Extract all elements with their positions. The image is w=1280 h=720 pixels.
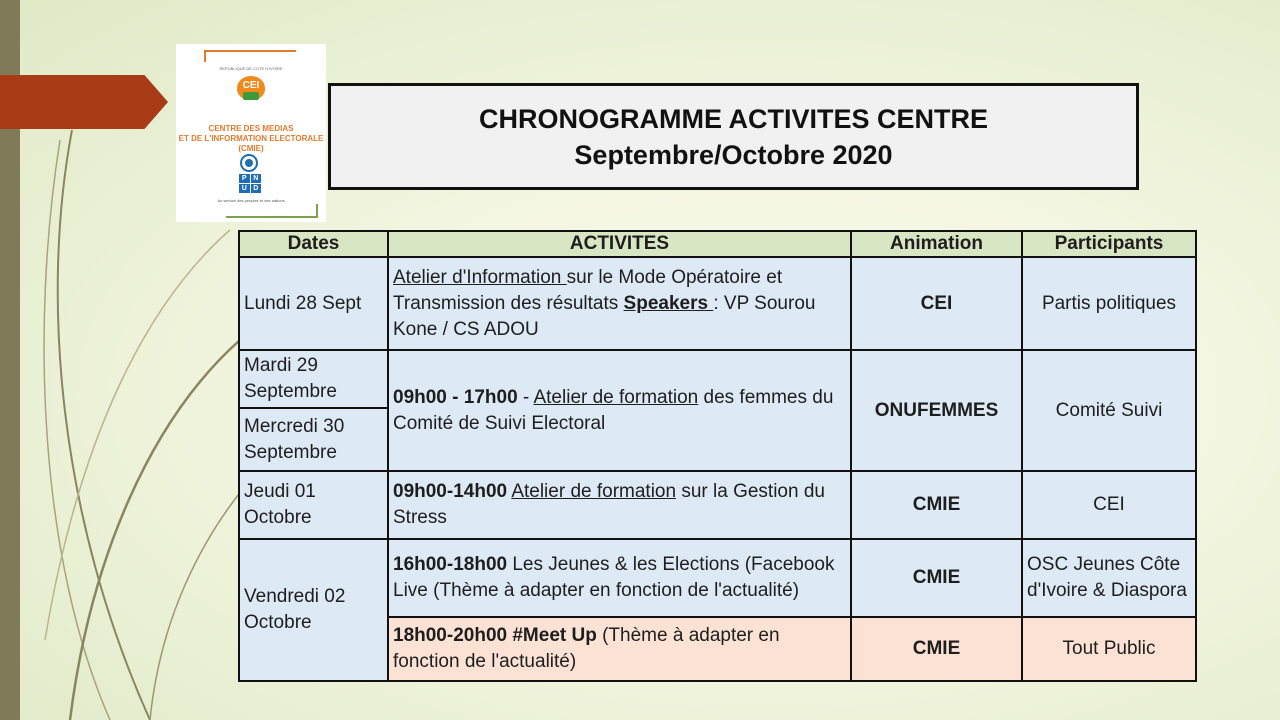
- logo-top-text: REPUBLIQUE DE COTE D'IVOIRE: [219, 66, 283, 71]
- activity-cell: [388, 257, 851, 350]
- activity-cell: [388, 350, 851, 471]
- date-cell: Mercredi 30 Septembre: [239, 408, 388, 471]
- activity-time: 16h00-18h00: [393, 554, 508, 575]
- activity-underlined: Atelier de formation: [533, 386, 699, 408]
- participants-cell: CEI: [1022, 471, 1196, 539]
- activity-cell: [388, 539, 851, 617]
- activity-time: 09h00-14h00: [393, 481, 508, 502]
- cei-emblem-icon: [233, 74, 269, 106]
- pnud-letter: U: [239, 184, 250, 193]
- activity-underlined: Atelier de formation: [511, 481, 677, 502]
- activity-text: sur le Mode Opératoire et Transmission des résultats: [393, 266, 783, 314]
- activity-text: Les Jeunes & les Elections (Facebook Live (Thème à adapter en fonction de l'actualité): [393, 554, 835, 601]
- cmie-logo: [176, 44, 326, 222]
- org-line-2: ET DE L'INFORMATION ELECTORALE: [178, 134, 324, 143]
- header-animation: Animation: [851, 231, 1022, 257]
- pnud-letter: N: [251, 174, 262, 183]
- participants-cell: OSC Jeunes Côte d'Ivoire & Diaspora: [1022, 539, 1196, 617]
- header-activites: ACTIVITES: [388, 231, 851, 257]
- animation-cell: ONUFEMMES: [851, 350, 1022, 471]
- date-cell: Lundi 28 Sept: [239, 257, 388, 350]
- pnud-logo: [239, 174, 261, 193]
- pnud-letter: D: [251, 184, 262, 193]
- activity-text: : VP Sourou Kone / CS ADOU: [393, 292, 816, 340]
- animation-cell: CMIE: [851, 471, 1022, 539]
- participants-cell: Comité Suivi: [1022, 350, 1196, 471]
- activity-separator: -: [517, 386, 534, 408]
- schedule-table: [238, 230, 1197, 682]
- title-line-1: CHRONOGRAMME ACTIVITES CENTRE: [478, 103, 988, 134]
- activity-text: des femmes du Comité de Suivi Electoral: [393, 386, 834, 434]
- participants-cell: Tout Public: [1022, 617, 1196, 681]
- logo-org-name: [176, 124, 326, 154]
- pnud-subtitle: Au service des peuples et des nations: [217, 198, 285, 203]
- header-dates: Dates: [239, 231, 388, 257]
- table-header-row: [239, 231, 1196, 257]
- activity-text: (Thème à adapter en fonction de l'actualité): [393, 625, 780, 672]
- date-cell: Jeudi 01 Octobre: [239, 471, 388, 539]
- animation-cell: CMIE: [851, 539, 1022, 617]
- title-box: [328, 83, 1139, 190]
- table-row: [239, 350, 1196, 408]
- activity-time: 09h00 - 17h00: [393, 386, 518, 408]
- animation-cell: CEI: [851, 257, 1022, 350]
- date-cell: Mardi 29 Septembre: [239, 350, 388, 408]
- org-line-3: (CMIE): [238, 144, 264, 153]
- activity-underlined: Atelier d'Information: [393, 266, 567, 288]
- activity-cell: [388, 617, 851, 681]
- cei-emblem-text: CEI: [242, 80, 260, 91]
- pnud-letter: P: [239, 174, 250, 183]
- header-participants: Participants: [1022, 231, 1196, 257]
- title-line-2: Septembre/Octobre 2020: [574, 139, 893, 170]
- activity-cell: [388, 471, 851, 539]
- org-line-1: CENTRE DES MEDIAS: [208, 124, 294, 133]
- activity-time: 18h00-20h00 #Meet Up: [393, 625, 597, 646]
- table-row: [239, 471, 1196, 539]
- speakers-label: Speakers: [623, 292, 714, 314]
- activity-text: sur la Gestion du Stress: [393, 481, 825, 528]
- table-row: [239, 539, 1196, 617]
- participants-cell: Partis politiques: [1022, 257, 1196, 350]
- table-row: [239, 257, 1196, 350]
- date-cell: Vendredi 02 Octobre: [239, 539, 388, 681]
- animation-cell: CMIE: [851, 617, 1022, 681]
